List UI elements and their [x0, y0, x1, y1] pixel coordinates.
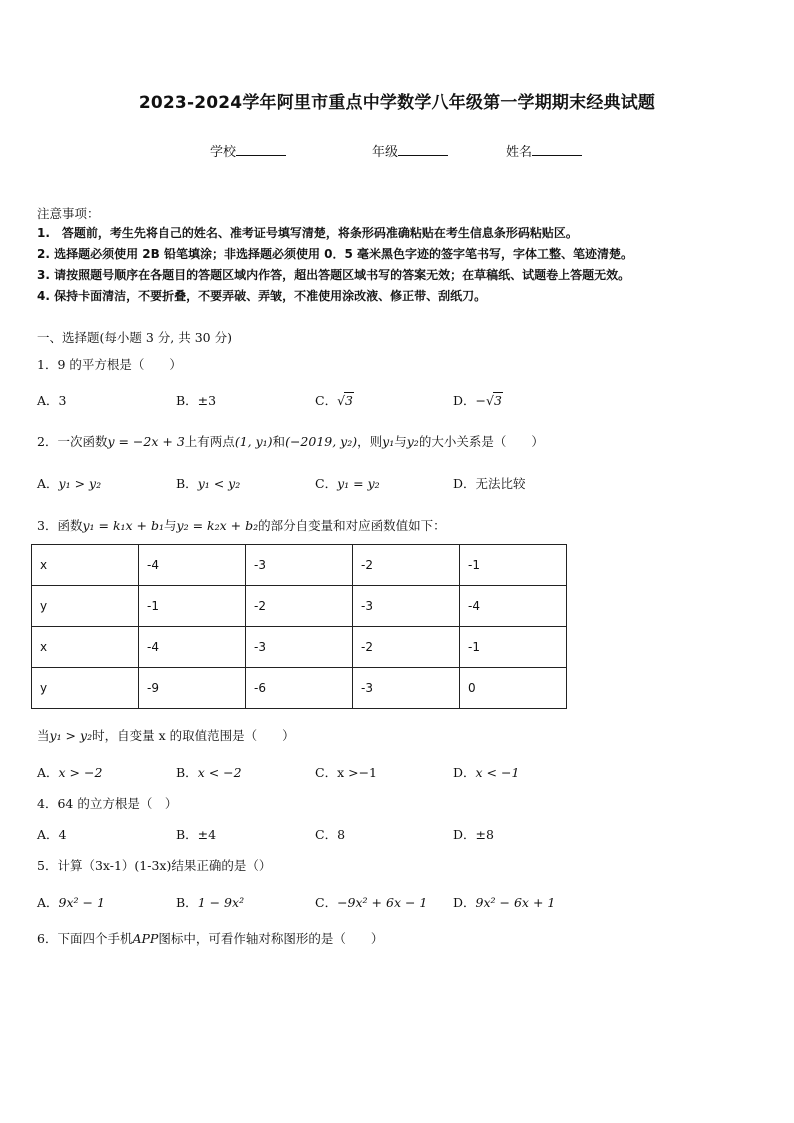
name-blank [532, 143, 582, 156]
q3-option-c: C．x >−1 [315, 765, 378, 780]
q1-option-d: D．−√3 [453, 393, 502, 408]
table-cell: -6 [246, 668, 353, 709]
table-cell: -2 [353, 627, 460, 668]
notice-item: 4. 保持卡面清洁，不要折叠，不要弄破、弄皱，不准使用涂改液、修正带、刮纸刀。 [37, 289, 487, 303]
table-cell: -3 [353, 586, 460, 627]
table-row [32, 627, 567, 668]
table-row [32, 668, 567, 709]
q2-option-d: D．无法比较 [453, 476, 526, 491]
table-cell: x [32, 545, 139, 586]
table-cell: y [32, 586, 139, 627]
q4-option-c: C．8 [315, 827, 346, 842]
table-cell: -9 [139, 668, 246, 709]
q1-option-c: C．√3 [315, 393, 353, 408]
school-field [210, 141, 286, 160]
question-4-stem: 4．64 的立方根是（ ） [37, 796, 178, 811]
notice-item: 3. 请按照题号顺序在各题目的答题区域内作答，超出答题区域书写的答案无效；在草稿纸、试题卷上答题无效。 [37, 268, 631, 282]
table-cell: -4 [460, 586, 567, 627]
q2-option-b: B．y₁ < y₂ [176, 476, 241, 491]
table-cell: 0 [460, 668, 567, 709]
q2-option-c: C．y₁ = y₂ [315, 476, 380, 491]
school-label: 学校 [210, 145, 237, 160]
grade-field [372, 141, 448, 160]
table-cell: -1 [460, 627, 567, 668]
q4-option-b: B．±4 [176, 827, 217, 842]
table-row [32, 586, 567, 627]
q4-option-a: A．4 [37, 827, 67, 842]
q5-option-b: B．1 − 9x² [176, 895, 245, 910]
table-cell: -3 [353, 668, 460, 709]
grade-blank [398, 143, 448, 156]
q3-option-a: A．x > −2 [37, 765, 103, 780]
name-field [506, 141, 582, 160]
q5-option-c: C．−9x² + 6x − 1 [315, 895, 428, 910]
question-6-stem: 6．下面四个手机APP图标中，可看作轴对称图形的是（ ） [37, 931, 384, 946]
school-blank [236, 143, 286, 156]
table-cell: -3 [246, 545, 353, 586]
q5-option-d: D．9x² − 6x + 1 [453, 895, 556, 910]
table-cell: -1 [460, 545, 567, 586]
question-2-stem: 2．一次函数y = −2x + 3上有两点(1, y₁)和(−2019, y₂)，则y₁与y₂的大小关系是（ ） [37, 434, 544, 449]
table-cell: y [32, 668, 139, 709]
q5-option-a: A．9x² − 1 [37, 895, 105, 910]
q3-option-b: B．x < −2 [176, 765, 242, 780]
section-heading: 一、选择题(每小题 3 分, 共 30 分) [37, 330, 232, 345]
table-row [32, 545, 567, 586]
table-cell: x [32, 627, 139, 668]
q3-option-d: D．x < −1 [453, 765, 520, 780]
page-title: 2023-2024学年阿里市重点中学数学八年级第一学期期末经典试题 [138, 93, 656, 113]
table-cell: -2 [353, 545, 460, 586]
table-cell: -1 [139, 586, 246, 627]
table-cell: -4 [139, 627, 246, 668]
question-1-stem: 1．9 的平方根是（ ） [37, 357, 182, 372]
table-cell: -4 [139, 545, 246, 586]
q1-option-b: B．±3 [176, 393, 217, 408]
value-table [31, 544, 567, 709]
table-cell: -2 [246, 586, 353, 627]
name-label: 姓名 [506, 145, 533, 160]
grade-label: 年级 [372, 145, 399, 160]
question-5-stem: 5．计算（3x-1）(1-3x)结果正确的是（） [37, 858, 272, 873]
question-3-stem: 3．函数y₁ = k₁x + b₁与y₂ = k₂x + b₂的部分自变量和对应函数值如下： [37, 518, 446, 533]
question-3-condition: 当y₁ > y₂时，自变量 x 的取值范围是（ ） [37, 728, 295, 743]
table-cell: -3 [246, 627, 353, 668]
notice-heading: 注意事项： [37, 206, 100, 221]
q2-option-a: A．y₁ > y₂ [37, 476, 102, 491]
notice-item: 2. 选择题必须使用 2B 铅笔填涂；非选择题必须使用 0．5 毫米黑色字迹的签字笔书写，字体工整、笔迹清楚。 [37, 247, 633, 261]
notice-item: 1. 答题前，考生先将自己的姓名、准考证号填写清楚，将条形码准确粘贴在考生信息条形码粘贴区。 [37, 226, 578, 240]
q1-option-a: A．3 [37, 393, 67, 408]
q4-option-d: D．±8 [453, 827, 494, 842]
